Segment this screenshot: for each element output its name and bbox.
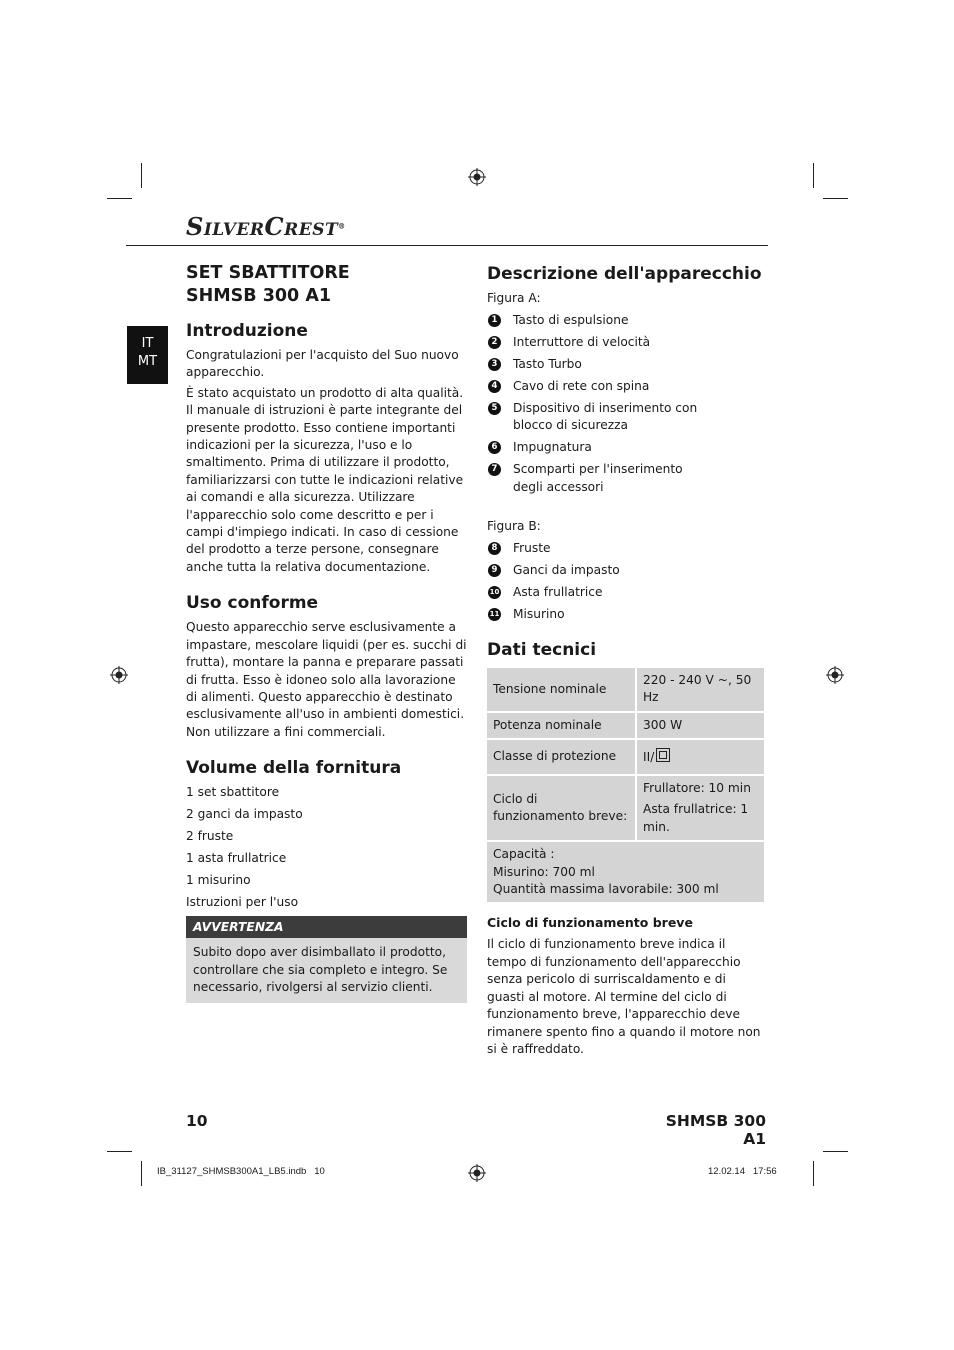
- list-item: 1 Tasto di espulsione: [487, 312, 765, 329]
- cycle-paragraph: Il ciclo di funzionamento breve indica il tempo di funzionamento dell'apparecchio senza pericolo di surriscaldamento e di guasti al motore. Al termine del ciclo di funzionamento breve, l'apparecchio deve rimanere spento fino a quando il motore non si è raffreddato.: [487, 937, 761, 1056]
- crop-mark: [813, 1161, 814, 1186]
- warning-title: AVVERTENZA: [186, 916, 467, 938]
- list-item: 3 Tasto Turbo: [487, 356, 765, 373]
- section-heading-fornitura: Volume della fornitura: [186, 758, 402, 779]
- crop-mark: [107, 198, 132, 199]
- registration-mark-icon: [468, 168, 486, 186]
- list-item: 2 fruste: [186, 829, 234, 844]
- number-badge: 8: [488, 542, 501, 555]
- crop-mark: [823, 1151, 848, 1152]
- crop-mark: [141, 163, 142, 188]
- table-cell-label: Tensione nominale: [487, 668, 635, 711]
- warning-box: [186, 916, 467, 1003]
- list-item: 2 ganci da impasto: [186, 807, 303, 822]
- section-heading-uso-conforme: Uso conforme: [186, 593, 319, 614]
- table-cell-label: Ciclo di funzionamento breve:: [487, 776, 635, 840]
- list-item: 5 Dispositivo di inserimento con blocco di sicurezza: [487, 400, 765, 435]
- right-column: [487, 262, 765, 1061]
- list-item: 9 Ganci da impasto: [487, 562, 765, 579]
- brand-logo: SILVERCREST®: [186, 212, 346, 241]
- table-cell-capacity: Capacità : Misurino: 700 ml Quantità massima lavorabile: 300 ml: [487, 842, 764, 902]
- figure-label: Figura B:: [487, 518, 541, 533]
- warning-text: Subito dopo aver disimballato il prodotto, controllare che sia completo e integro. Se necessario, rivolgersi al servizio clienti.: [193, 945, 448, 994]
- number-badge: 5: [488, 402, 501, 415]
- crop-mark: [107, 1151, 132, 1152]
- table-row: [487, 668, 764, 711]
- print-date-info: 12.02.14 17:56: [708, 1166, 777, 1177]
- subheading-ciclo: Ciclo di funzionamento breve: [487, 915, 693, 931]
- language-code: MT: [137, 354, 158, 369]
- section-heading-introduzione: Introduzione: [186, 321, 308, 341]
- supply-list: [186, 784, 467, 911]
- language-tab: [127, 326, 168, 384]
- number-badge: 11: [488, 608, 501, 621]
- number-badge: 2: [488, 336, 501, 349]
- intro-paragraph: Congratulazioni per l'acquisto del Suo nuovo apparecchio.: [186, 348, 459, 380]
- print-file-info: IB_31127_SHMSB300A1_LB5.indb 10: [157, 1166, 325, 1177]
- list-item: 8 Fruste: [487, 540, 765, 557]
- left-column: [186, 262, 467, 1003]
- list-item: 1 set sbattitore: [186, 785, 280, 800]
- number-badge: 7: [488, 463, 501, 476]
- use-paragraph: Questo apparecchio serve esclusivamente a impastare, mescolare liquidi (per es. succhi di frutta), montare la panna e preparare passati di frutta. Esso è idoneo solo alla lavorazione di alimenti. Questo apparecchio è destinato esclusivamente all'uso in ambienti domestici. Non utilizzare a fini commerciali.: [186, 620, 467, 739]
- crop-mark: [141, 1161, 142, 1186]
- list-item: 10 Asta frullatrice: [489, 584, 603, 599]
- table-cell-value: Frullatore: 10 min Asta frullatrice: 1 min.: [637, 776, 764, 840]
- table-cell-value: 300 W: [637, 713, 764, 738]
- list-item: 6 Impugnatura: [487, 439, 765, 456]
- protection-class-icon: [656, 748, 670, 762]
- list-item: 7 Scomparti per l'inserimento degli accessori: [487, 461, 765, 496]
- number-badge: 6: [488, 441, 501, 454]
- registration-mark-icon: [826, 666, 844, 684]
- crop-mark: [823, 198, 848, 199]
- list-item: 1 misurino: [186, 873, 251, 888]
- list-item: Istruzioni per l'uso: [186, 895, 299, 910]
- tech-data-table: [485, 666, 766, 905]
- table-cell-label: Classe di protezione: [487, 740, 635, 774]
- table-cell-value: 220 - 240 V ~, 50 Hz: [637, 668, 764, 711]
- number-badge: 10: [488, 586, 501, 599]
- section-heading-descrizione: Descrizione dell'apparecchio: [487, 264, 762, 284]
- page-number: 10: [186, 1112, 208, 1130]
- table-row: [487, 776, 764, 840]
- section-heading-dati-tecnici: Dati tecnici: [487, 639, 597, 660]
- table-row: [487, 842, 764, 902]
- list-item: 2 Interruttore di velocità: [487, 334, 765, 351]
- table-cell-label: Potenza nominale: [487, 713, 635, 738]
- list-item: 11 Misurino: [489, 606, 565, 621]
- number-badge: 9: [488, 564, 501, 577]
- language-code: IT: [141, 336, 154, 351]
- list-item: 1 asta frullatrice: [186, 851, 287, 866]
- table-row: [487, 713, 764, 738]
- intro-paragraph: È stato acquistato un prodotto di alta qualità. Il manuale di istruzioni è parte integrante del presente prodotto. Esso contiene importanti indicazioni per la sicurezza, l'uso e lo smaltimento. Prima di utilizzare il prodotto, familiarizzarsi con tutte le indicazioni relative ai comandi e alla sicurezza. Utilizzare l'apparecchio solo come descritto e per i campi d'impiego indicati. In caso di cessione del prodotto a terze persone, consegnare anche tutta la relativa documentazione.: [186, 385, 464, 574]
- crop-mark: [813, 163, 814, 188]
- header-rule: [126, 245, 768, 246]
- product-title: SET SBATTITORE SHMSB 300 A1: [186, 263, 350, 306]
- registration-mark-icon: [110, 666, 128, 684]
- footer-model: SHMSB 300 A1: [665, 1112, 766, 1148]
- registration-mark-icon: [468, 1164, 486, 1182]
- table-row: [487, 740, 764, 774]
- table-cell-value: II/: [637, 740, 764, 774]
- number-badge: 3: [488, 358, 501, 371]
- figure-label: Figura A:: [487, 291, 541, 305]
- list-item: 4 Cavo di rete con spina: [487, 378, 765, 395]
- number-badge: 1: [488, 314, 501, 327]
- number-badge: 4: [488, 380, 501, 393]
